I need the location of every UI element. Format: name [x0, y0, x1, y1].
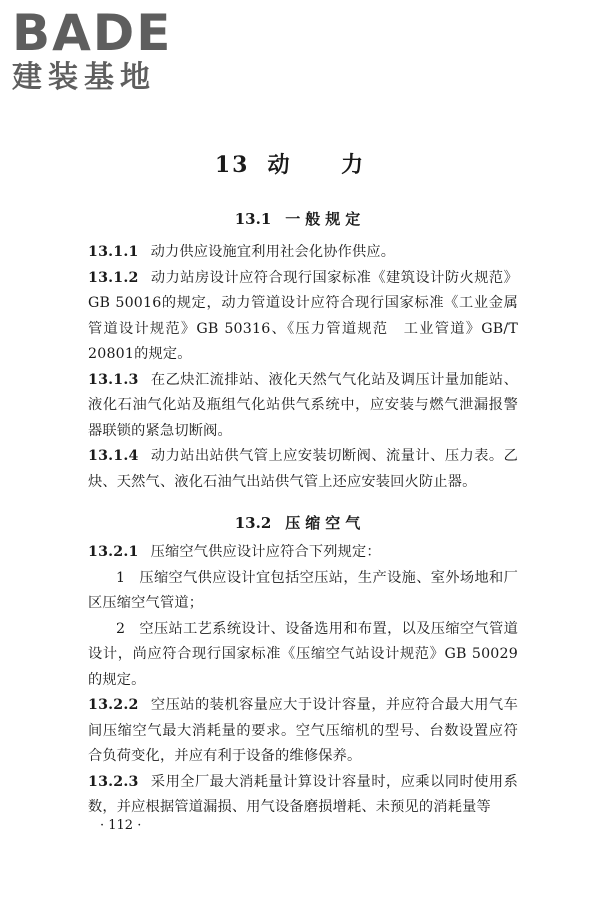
section-name: 压缩空气 [285, 514, 366, 532]
section-body-13-2 [88, 540, 518, 821]
item-number: 2 [116, 620, 126, 637]
page-number: · 112 · [100, 818, 142, 833]
clause-number: 13.1.2 [88, 269, 139, 286]
clause [88, 266, 518, 368]
section-title-13-1 [0, 208, 600, 229]
clause-text: 空压站的装机容量应大于设计容量，并应符合最大用气车间压缩空气最大消耗量的要求。空气压缩机的型号、台数设置应符合负荷变化，并应有利于设备的维修保养。 [88, 697, 518, 764]
logo [12, 6, 182, 96]
clause [88, 540, 518, 566]
clause-text: 在乙炔汇流排站、液化天然气气化站及调压计量加能站、液化石油气化站及瓶组气化站供气系统中，应安装与燃气泄漏报警器联锁的紧急切断阀。 [88, 371, 518, 439]
section-body-13-1 [88, 240, 518, 495]
clause-number: 13.1.4 [88, 448, 139, 464]
clause-text: 采用全厂最大消耗量计算设计容量时，应乘以同时使用系数，并应根据管道漏损、用气设备磨损增耗、未预见的消耗量等 [88, 773, 518, 815]
clause-text: 动力站房设计应符合现行国家标准《建筑设计防火规范》GB 50016的规定，动力管道设计应符合现行国家标准《工业金属管道设计规范》GB 50316、《压力管道规范 工业管道》GB/T 20801的规定。 [88, 269, 518, 362]
section-number: 13.2 [234, 514, 272, 532]
chapter-number: 13 [214, 152, 250, 178]
list-item [88, 617, 518, 694]
section-name: 一般规定 [285, 210, 366, 228]
list-item [88, 566, 518, 617]
clause-number: 13.2.2 [88, 697, 139, 713]
clause [88, 693, 518, 770]
clause [88, 240, 518, 266]
clause [88, 770, 518, 821]
logo-subtitle: 建装基地 [12, 60, 156, 95]
clause-number: 13.2.1 [88, 544, 139, 560]
clause-text: 动力站出站供气管上应安装切断阀、流量计、压力表。乙炔、天然气、液化石油气出站供气管上还应安装回火防止器。 [88, 448, 518, 490]
item-text: 空压站工艺系统设计、设备选用和布置，以及压缩空气管道设计，尚应符合现行国家标准《压缩空气站设计规范》GB 50029的规定。 [88, 620, 518, 688]
clause-number: 13.2.3 [88, 773, 139, 790]
clause [88, 368, 518, 445]
section-title-13-2 [0, 512, 600, 533]
logo-brand: BADE [12, 4, 173, 62]
clause-text: 压缩空气供应设计应符合下列规定： [150, 544, 381, 560]
clause-number: 13.1.3 [88, 371, 139, 388]
clause-number: 13.1.1 [88, 244, 139, 260]
clause [88, 444, 518, 495]
chapter-title [0, 148, 600, 179]
section-number: 13.1 [234, 210, 272, 228]
clause-text: 动力供应设施宜利用社会化协作供应。 [150, 244, 396, 260]
chapter-name: 动 力 [267, 152, 386, 178]
item-number: 1 [116, 569, 126, 586]
item-text: 压缩空气供应设计宜包括空压站，生产设施、室外场地和厂区压缩空气管道； [88, 569, 518, 611]
